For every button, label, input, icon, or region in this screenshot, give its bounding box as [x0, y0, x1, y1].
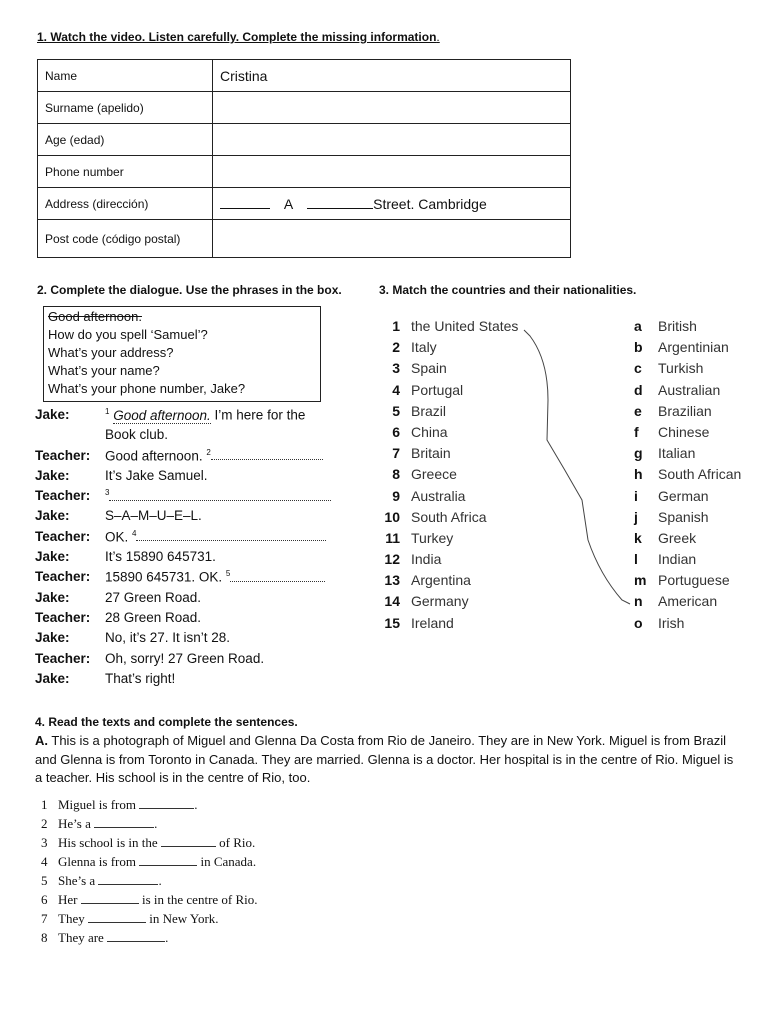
line-text: Book club.: [105, 427, 169, 443]
phrase-item: Good afternoon.: [48, 309, 142, 324]
answer-blank[interactable]: [107, 931, 165, 942]
address-letter: A: [283, 195, 294, 212]
section1-heading: 1. Watch the video. Listen carefully. Complete the missing information.: [37, 30, 440, 44]
answer-blank[interactable]: [161, 836, 216, 847]
table-row: [38, 220, 571, 258]
phrase-item: How do you spell ‘Samuel’?: [48, 327, 208, 342]
answer-blank[interactable]: [136, 530, 326, 541]
table-row: [38, 188, 571, 220]
info-table: [37, 59, 571, 258]
answer-blank[interactable]: [81, 893, 139, 904]
answer-blank[interactable]: [98, 874, 158, 885]
name-field[interactable]: Cristina: [213, 60, 571, 92]
line-text: $^1$ Good afternoon. I’m here for the: [105, 407, 306, 423]
speaker: Jake:: [35, 670, 70, 686]
name-label: Name: [38, 60, 213, 92]
speaker: Jake:: [35, 589, 70, 605]
answer-blank[interactable]: [94, 817, 154, 828]
line-text: 28 Green Road.: [105, 609, 202, 625]
phrase-item: What’s your name?: [48, 363, 160, 378]
section4-heading: 4. Read the texts and complete the sentences.: [35, 715, 298, 729]
line-text: S–A–M–U–E–L.: [105, 508, 202, 524]
section3-heading: 3. Match the countries and their nationalities.: [379, 283, 637, 297]
address-field[interactable]: [213, 188, 571, 220]
speaker: Teacher:: [35, 609, 91, 625]
table-row: [38, 156, 571, 188]
reading-text: A. This is a photograph of Miguel and Glenna Da Costa from Rio de Janeiro. They are in New York. Miguel is from Brazil and Glenna is from Toronto in Canada. They are married. Glenna is a doctor. Her hospital is in the centre of Rio. Miguel is a teacher. His school is in the centre of Rio, too.: [35, 733, 734, 785]
speaker: Jake:: [35, 549, 70, 565]
speaker: Jake:: [35, 407, 70, 422]
line-text: That’s right!: [105, 670, 176, 686]
phrase-item: What’s your address?: [48, 345, 174, 360]
speaker: Jake:: [35, 630, 70, 646]
speaker: Teacher:: [35, 650, 91, 666]
surname-field[interactable]: [213, 92, 571, 124]
line-text: 3: [105, 488, 331, 504]
postcode-label: Post code (código postal): [38, 220, 213, 258]
answer-blank[interactable]: [109, 490, 331, 501]
handwritten-answer: Good afternoon.: [113, 407, 211, 423]
speaker: Teacher:: [35, 488, 91, 504]
line-text: It’s 15890 645731.: [105, 549, 216, 565]
answer-blank[interactable]: [211, 449, 323, 460]
speaker: Jake:: [35, 467, 70, 483]
speaker: Teacher:: [35, 528, 91, 544]
address-street-blank[interactable]: [307, 196, 373, 209]
phone-label: Phone number: [38, 156, 213, 188]
line-text: OK. $^4$: [105, 529, 326, 545]
line-text: 15890 645731. OK. $^5$: [105, 569, 325, 585]
surname-label: Surname (apelido): [38, 92, 213, 124]
postcode-field[interactable]: [213, 220, 571, 258]
speaker: Jake:: [35, 508, 70, 524]
speaker: Teacher:: [35, 447, 91, 463]
speaker: Teacher:: [35, 569, 91, 585]
line-text: It’s Jake Samuel.: [105, 467, 208, 483]
address-label: Address (dirección): [38, 188, 213, 220]
age-label: Age (edad): [38, 124, 213, 156]
line-text: No, it’s 27. It isn’t 28.: [105, 630, 231, 646]
address-number-blank[interactable]: [220, 196, 270, 209]
answer-blank[interactable]: [88, 912, 146, 923]
line-text: Good afternoon. $^2$: [105, 448, 323, 464]
table-row: [38, 124, 571, 156]
line-text: 27 Green Road.: [105, 589, 202, 605]
age-field[interactable]: [213, 124, 571, 156]
section2-heading: 2. Complete the dialogue. Use the phrases in the box.: [37, 283, 342, 297]
phone-field[interactable]: [213, 156, 571, 188]
line-text: Oh, sorry! 27 Green Road.: [105, 650, 265, 666]
answer-blank[interactable]: [230, 571, 325, 582]
match-line: [524, 330, 630, 604]
table-row: [38, 92, 571, 124]
table-row: [38, 60, 571, 92]
answer-blank[interactable]: [139, 798, 194, 809]
answer-blank[interactable]: [139, 855, 197, 866]
phrase-item: What’s your phone number, Jake?: [48, 381, 246, 396]
phrase-box: [43, 306, 321, 402]
address-suffix: Street. Cambridge: [373, 195, 487, 212]
